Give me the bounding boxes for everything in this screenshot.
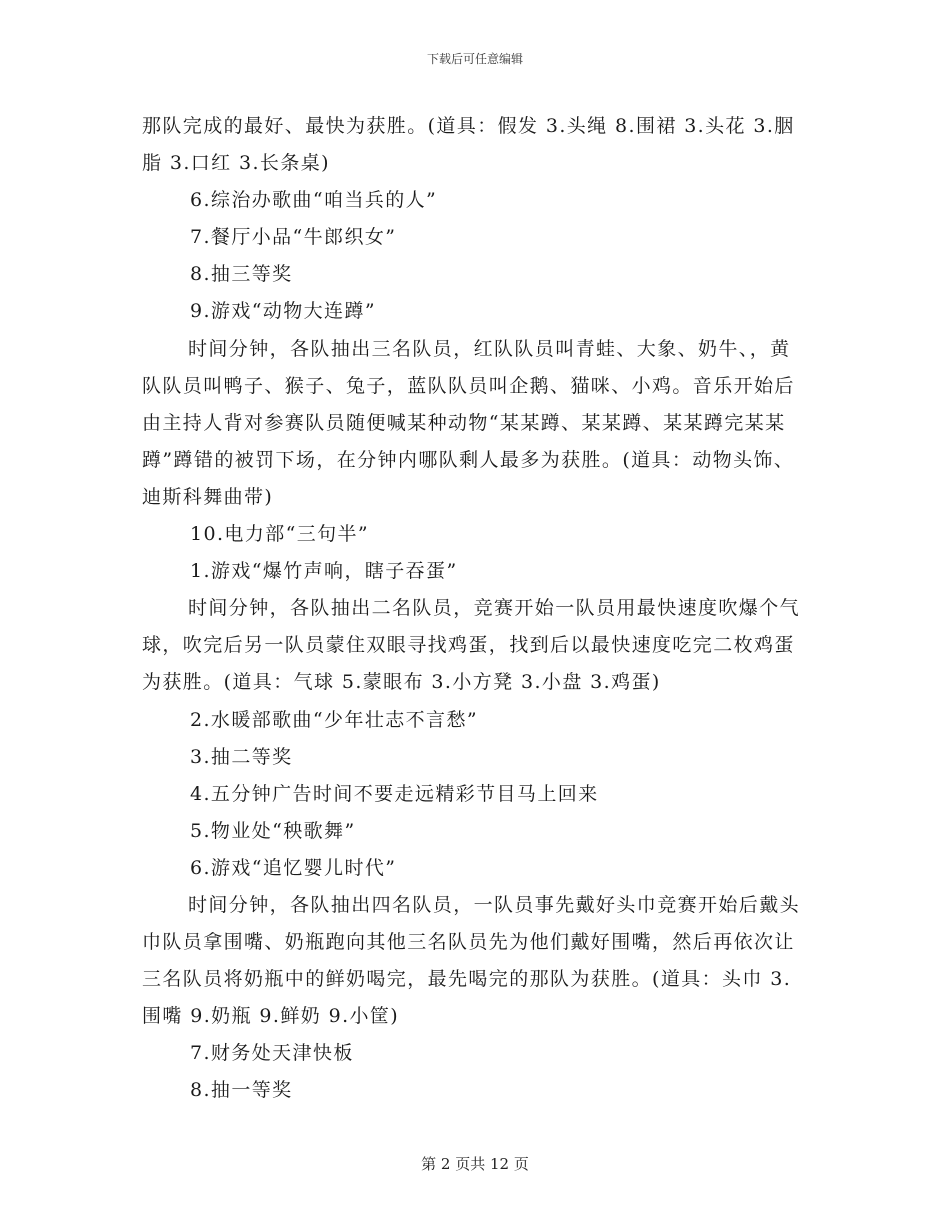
list-item: 8.抽一等奖: [190, 1079, 293, 1102]
paragraph: 那队完成的最好、最快为获胜。(道具：假发 3.头绳 8.围裙 3.头花 3.胭脂 3.口红 3.长条桌): [142, 115, 795, 175]
list-item: 4.五分钟广告时间不要走远精彩节目马上回来: [190, 782, 599, 805]
list-item: 1.游戏“爆竹声响，瞎子吞蛋”: [190, 560, 458, 583]
list-item: 9.游戏“动物大连蹲”: [190, 300, 376, 323]
paragraph: 时间分钟，各队抽出二名队员，竞赛开始一队员用最快速度吹爆个气球，吹完后另一队员蒙住双眼寻找鸡蛋，找到后以最快速度吃完二枚鸡蛋为获胜。(道具：气球 5.蒙眼布 3.小方凳 3.小盘 3.鸡蛋): [142, 597, 801, 694]
page-header: 下载后可任意编辑: [426, 52, 523, 66]
page-footer: 第 2 页共 12 页: [421, 1155, 529, 1173]
list-item: 3.抽二等奖: [190, 745, 293, 768]
list-item: 10.电力部“三句半”: [190, 523, 370, 546]
list-item: 5.物业处“秧歌舞”: [190, 819, 356, 842]
list-item: 7.财务处天津快板: [190, 1042, 354, 1065]
list-item: 2.水暖部歌曲“少年壮志不言愁”: [190, 708, 478, 731]
list-item: 7.餐厅小品“牛郎织女”: [190, 226, 397, 249]
document-body: [142, 108, 808, 1110]
list-item: 6.游戏“追忆婴儿时代”: [190, 856, 397, 879]
list-item: 8.抽三等奖: [190, 263, 293, 286]
list-item: 6.综治办歌曲“咱当兵的人”: [190, 189, 438, 212]
paragraph: 时间分钟，各队抽出三名队员，红队队员叫青蛙、大象、奶牛、，黄队队员叫鸭子、猴子、兔子，蓝队队员叫企鹅、猫咪、小鸡。音乐开始后由主持人背对参赛队员随便喊某种动物“某某蹲、某某蹲、某某蹲完某某蹲”蹲错的被罚下场，在分钟内哪队剩人最多为获胜。(道具：动物头饰、迪斯科舞曲带): [142, 337, 795, 508]
paragraph: 时间分钟，各队抽出四名队员，一队员事先戴好头巾竞赛开始后戴头巾队员拿围嘴、奶瓶跑向其他三名队员先为他们戴好围嘴，然后再依次让三名队员将奶瓶中的鲜奶喝完，最先喝完的那队为获胜。(道具：头巾 3.围嘴 9.奶瓶 9.鲜奶 9.小筐): [142, 893, 801, 1028]
